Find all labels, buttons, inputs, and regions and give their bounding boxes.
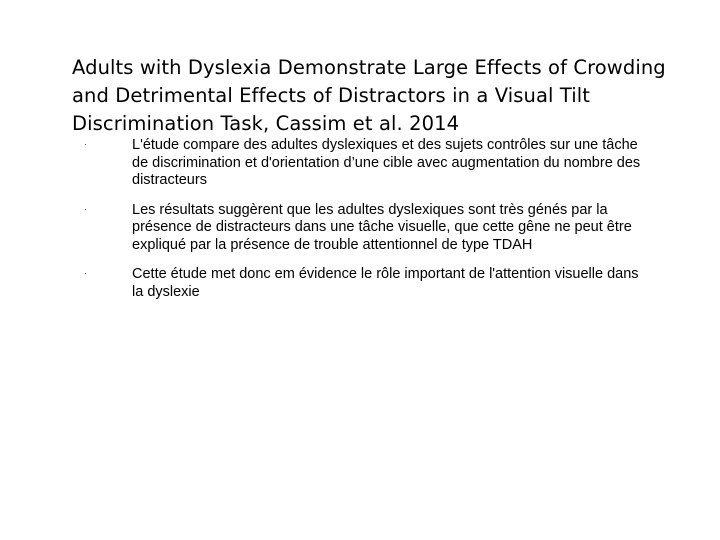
bullet-text: Cette étude met donc em évidence le rôle important de l'attention visuelle dans la dyslexie [132, 266, 639, 300]
bullet-text: L'étude compare des adultes dyslexiques et des sujets contrôles sur une tâche de discrimination et d'orientation d’une cible avec augmentation du nombre des distracteurs [132, 137, 641, 188]
bullet-dot-icon: · [84, 204, 87, 214]
bullet-list [0, 137, 720, 313]
bullet-item [0, 266, 652, 301]
bullet-item [0, 137, 652, 190]
slide-title: Adults with Dyslexia Demonstrate Large Effects of Crowding and Detrimental Effects of Distractors in a Visual Tilt Discrimination Task, Cassim et al. 2014 [72, 56, 666, 135]
bullet-item [0, 202, 652, 255]
bullet-dot-icon: · [84, 269, 87, 278]
bullet-text: Les résultats suggèrent que les adultes dyslexiques sont très génés par la présence de distracteurs dans une tâche visuelle, que cette gêne ne peut être expliqué par la présence de trouble attentionnel de type TDAH [132, 201, 632, 253]
bullet-dot-icon: · [84, 140, 87, 149]
